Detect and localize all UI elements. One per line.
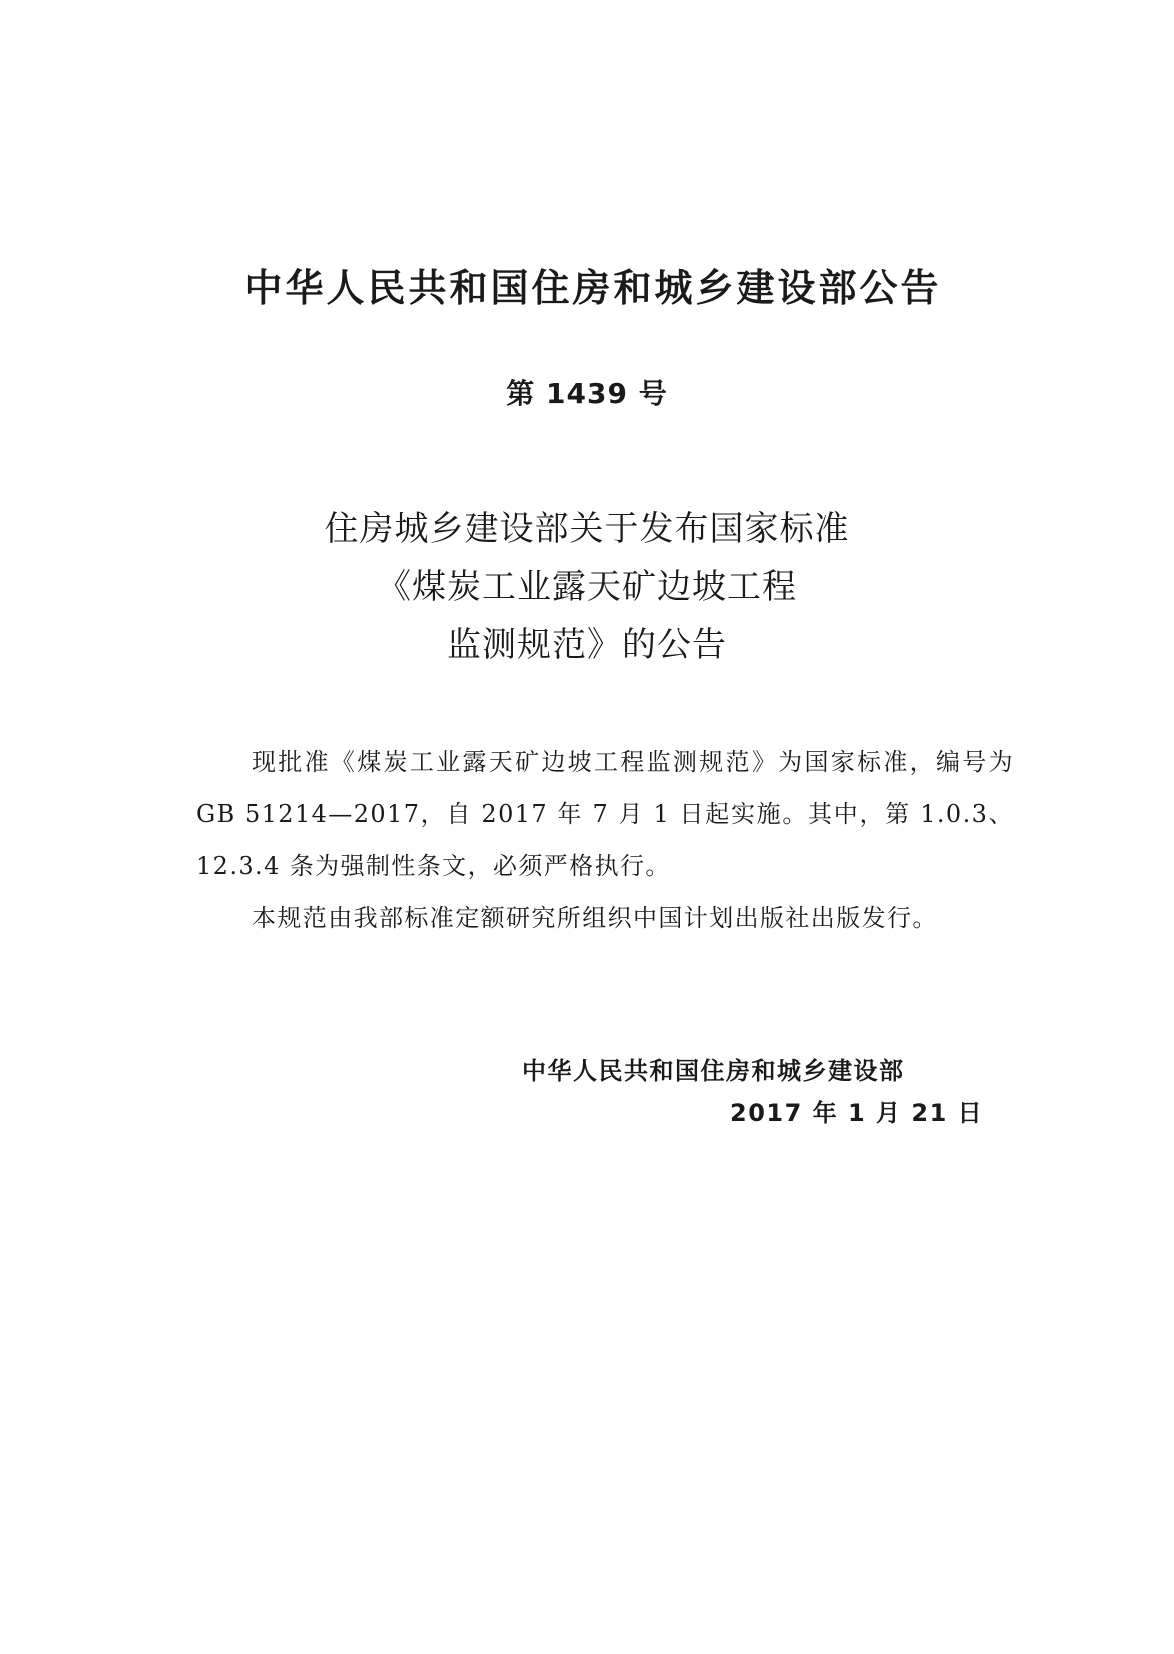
announcement-number: 第 1439 号 [506,377,668,410]
title-line: 《煤炭工业露天矿边坡工程 [377,567,797,607]
body-paragraph: 现批准《煤炭工业露天矿边坡工程监测规范》为国家标准，编号为 GB 51214—2017，自 2017 年 7 月 1 日起实施。其中，第 1.0.3、12.3.4 条为强制性条文，必须严格执行。 [196,748,1014,880]
signature-organization: 中华人民共和国住房和城乡建设部 [522,1057,905,1085]
announcement-issuer-heading: 中华人民共和国住房和城乡建设部公告 [244,266,942,310]
signature-date: 2017 年 1 月 21 日 [730,1099,984,1127]
body-paragraph: 本规范由我部标准定额研究所组织中国计划出版社出版发行。 [252,904,938,932]
title-line: 监测规范》的公告 [447,625,727,665]
title-line: 住房城乡建设部关于发布国家标准 [324,509,850,549]
announcement-title [0,500,1174,674]
announcement-body [196,736,1014,944]
